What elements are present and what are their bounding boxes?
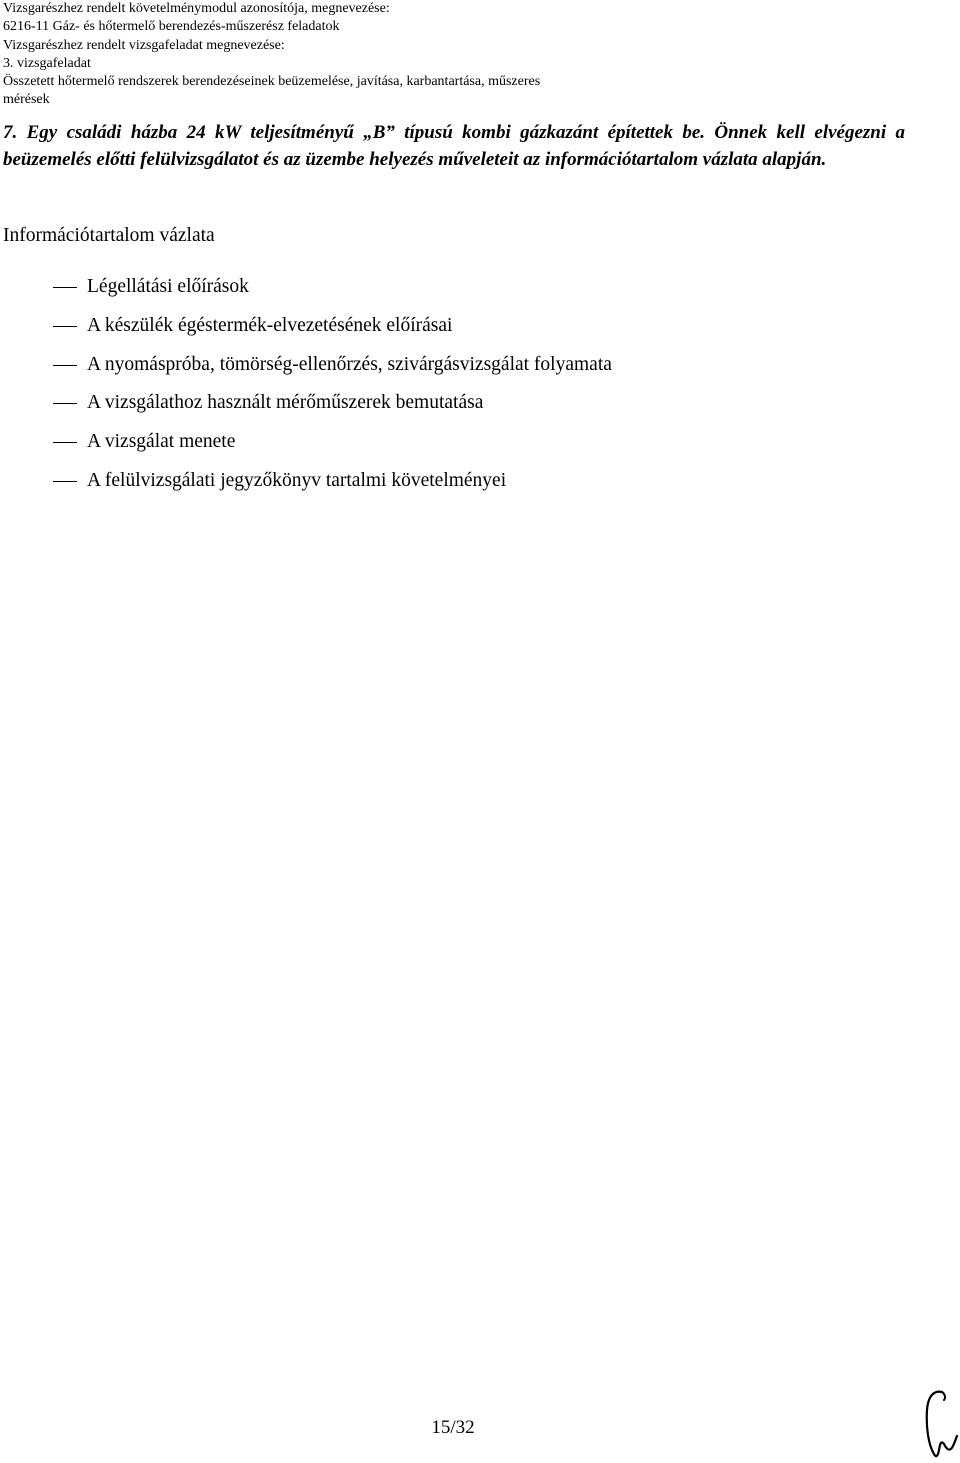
signature-icon <box>920 1386 960 1460</box>
dash-bullet <box>53 403 77 404</box>
outline-item-text: A vizsgálat menete <box>87 431 236 453</box>
outline-list <box>0 270 960 503</box>
document-header <box>3 0 943 110</box>
header-line: 3. vizsgafeladat <box>3 55 91 71</box>
header-line: 6216-11 Gáz- és hőtermelő berendezés-műszerész feladatok <box>3 19 340 35</box>
dash-bullet <box>53 481 77 482</box>
outline-item <box>0 309 960 348</box>
outline-title: Információtartalom vázlata <box>3 225 215 246</box>
dash-bullet <box>53 287 77 288</box>
outline-item <box>0 425 960 464</box>
outline-item <box>0 270 960 309</box>
header-line: Vizsgarészhez rendelt vizsgafeladat megnevezése: <box>3 37 285 53</box>
outline-item-text: A felülvizsgálati jegyzőkönyv tartalmi követelményei <box>87 469 507 491</box>
outline-item-text: Légellátási előírások <box>87 276 249 297</box>
header-line: mérések <box>3 92 50 108</box>
outline-item-text: A nyomáspróba, tömörség-ellenőrzés, szivárgásvizsgálat folyamata <box>87 353 612 375</box>
outline-item <box>0 348 960 387</box>
dash-bullet <box>53 442 77 443</box>
dash-bullet <box>53 365 77 366</box>
outline-item-text: A vizsgálathoz használt mérőműszerek bemutatása <box>87 392 484 414</box>
header-line: Összetett hőtermelő rendszerek berendezéseinek beüzemelése, javítása, karbantartása, műszeres <box>3 74 541 90</box>
task-statement: 7. Egy családi házba 24 kW teljesítményű „B” típusú kombi gázkazánt építettek be. Önnek kell elvégezni a beüzemelés előtti felülvizsgálatot és az üzembe helyezés műveleteit az információtartalom vázlata alapján. <box>3 122 905 170</box>
outline-item <box>0 464 960 503</box>
dash-bullet <box>53 326 77 327</box>
outline-item <box>0 386 960 425</box>
header-line: Vizsgarészhez rendelt követelménymodul azonosítója, megnevezése: <box>3 1 390 16</box>
outline-item-text: A készülék égéstermék-elvezetésének előírásai <box>87 314 453 336</box>
page-number: 15/32 <box>431 1417 475 1438</box>
